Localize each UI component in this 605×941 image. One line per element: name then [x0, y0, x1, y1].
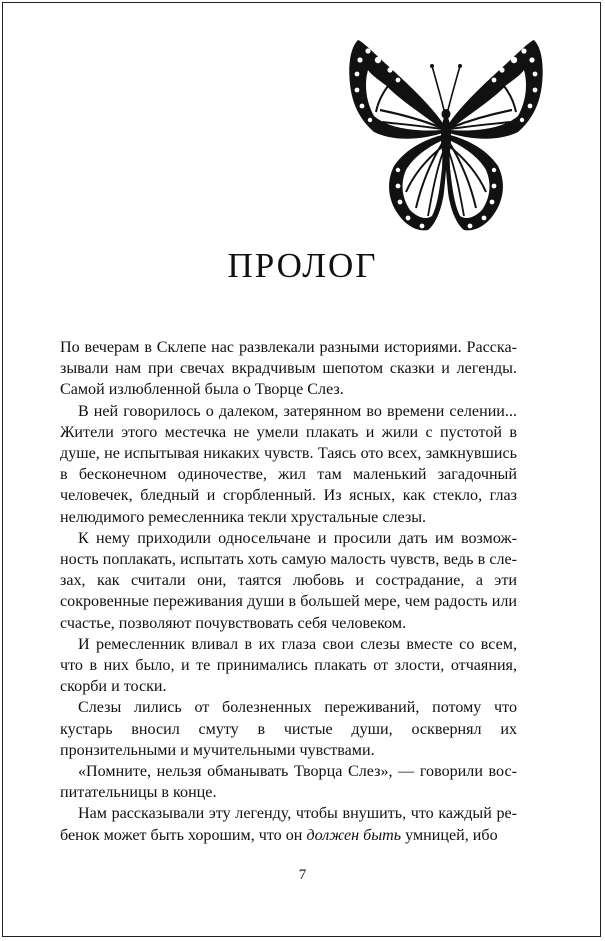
- text-run: Нам рассказывали эту легенду, чтобы внушить, что каждый ребенок может быть хорошим, что он: [60, 805, 517, 844]
- butterfly-icon: [348, 36, 544, 241]
- chapter-title: ПРОЛОГ: [227, 246, 378, 285]
- paragraph: «Помните, нельзя обманывать Творца Слез», — говорили воспитательницы в конце.: [60, 763, 517, 802]
- paragraph: И ремесленник вливал в их глаза свои слезы вместе со всем, что в них было, и те принимались плакать от злости, отчаяния, скорби и тоски.: [60, 635, 517, 696]
- text-run: умницей, ибо: [401, 826, 498, 844]
- paragraph-last: [60, 803, 517, 845]
- emphasis-text: должен быть: [306, 826, 402, 844]
- page-number: 7: [298, 867, 307, 883]
- paragraph: Слезы лились от болезненных переживаний, потому что кустарь вносил смуту в чистые души, осквернял их пронзительными и мучительными чувствами.: [60, 699, 517, 759]
- paragraph: В ней говорилось о далеком, затерянном во времени селении... Жители этого местечка не умели плакать и жили с пустотой в душе, не испытывая никаких чувств. Таясь ото всех, замкнувшись в бесконечном одиночестве, жил там маленький загадочный человечек, бледный и сгорбленный. Из ясных, как стекло, глаз нелюдимого ремесленника текли хрустальные слезы.: [60, 402, 517, 526]
- paragraph: К нему приходили односельчане и просили дать им возможность поплакать, испытать хоть самую малость чувств, ведь в слезах, как считали они, таятся любовь и сострадание, а эти сокровенные переживания души в большей мере, чем радость или счастье, позволяют почувствовать себя человеком.: [60, 529, 517, 632]
- paragraph: По вечерам в Склепе нас развлекали разными историями. Рассказывали нам при свечах вкрадчивым шепотом сказки и легенды. Самой излюбленной была о Творце Слез.: [60, 339, 517, 399]
- body-text: [60, 337, 517, 846]
